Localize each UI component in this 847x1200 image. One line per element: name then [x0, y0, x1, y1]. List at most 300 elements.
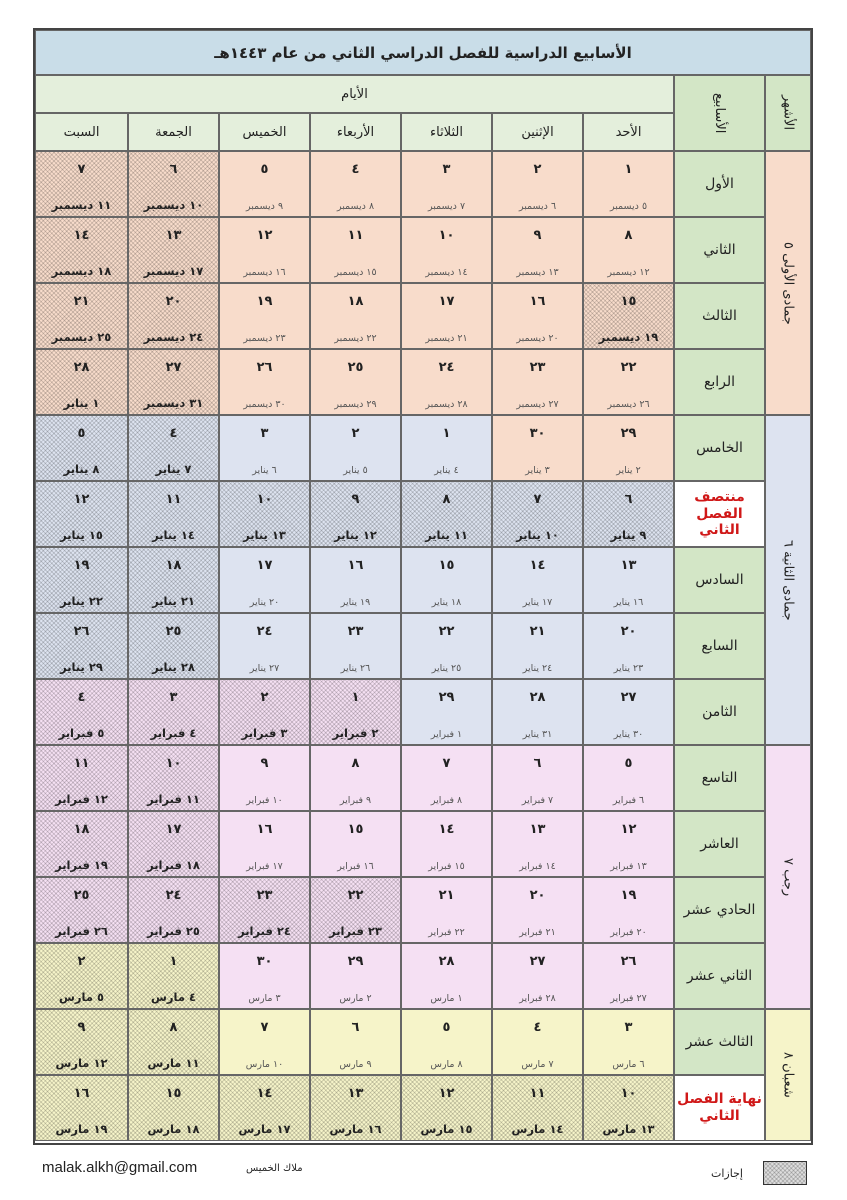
gregorian-date: ١١ مارس [147, 1056, 200, 1070]
gregorian-date: ١٥ فبراير [428, 861, 465, 872]
day-cell [401, 283, 492, 349]
hijri-day-number: ٤ [533, 1020, 542, 1035]
gregorian-date: ٦ مارس [612, 1059, 645, 1070]
day-cell [401, 679, 492, 745]
gregorian-date: ١١ فبراير [147, 792, 200, 806]
hijri-day-number: ٢٣ [347, 624, 364, 639]
hijri-day-number: ١٧ [165, 822, 182, 837]
gregorian-date: ٢٣ ديسمبر [243, 333, 286, 344]
gregorian-date: ٨ ديسمبر [336, 201, 375, 212]
day-cell [583, 283, 674, 349]
gregorian-date: ٦ ديسمبر [518, 201, 557, 212]
hijri-day-number: ١٧ [438, 294, 455, 309]
hijri-day-number: ٧ [442, 756, 451, 771]
hijri-day-number: ١٦ [73, 1086, 90, 1101]
day-cell [128, 283, 219, 349]
gregorian-date: ٦ يناير [252, 465, 277, 476]
day-cell [35, 811, 128, 877]
day-cell [219, 1009, 310, 1075]
day-cell [583, 613, 674, 679]
day-cell [310, 547, 401, 613]
gregorian-date: ١٢ فبراير [55, 792, 108, 806]
gregorian-date: ٢٣ فبراير [329, 924, 382, 938]
month-label: جمادى الثانية ٦ [765, 415, 811, 745]
hijri-day-number: ٢٧ [165, 360, 182, 375]
hijri-day-number: ٢٨ [438, 954, 455, 969]
hijri-day-number: ١٦ [347, 558, 364, 573]
gregorian-date: ١٨ فبراير [147, 858, 200, 872]
day-cell [492, 877, 583, 943]
day-cell [128, 877, 219, 943]
gregorian-date: ٢٢ فبراير [428, 927, 465, 938]
gregorian-date: ٢٢ يناير [60, 594, 103, 608]
gregorian-date: ٥ ديسمبر [609, 201, 648, 212]
gregorian-date: ٥ مارس [59, 990, 104, 1004]
gregorian-date: ١٠ مارس [245, 1059, 284, 1070]
day-cell [219, 811, 310, 877]
gregorian-date: ١٢ مارس [55, 1056, 108, 1070]
gregorian-date: ١٧ يناير [522, 597, 553, 608]
gregorian-date: ١٩ ديسمبر [598, 330, 659, 344]
day-cell [310, 613, 401, 679]
day-cell [583, 151, 674, 217]
hijri-day-number: ١٥ [165, 1086, 182, 1101]
day-cell [35, 415, 128, 481]
hijri-day-number: ١٣ [529, 822, 546, 837]
gregorian-date: ١٧ ديسمبر [143, 264, 204, 278]
hijri-day-number: ٢١ [438, 888, 455, 903]
gregorian-date: ٣ فبراير [241, 726, 288, 740]
hijri-day-number: ١٢ [256, 228, 273, 243]
gregorian-date: ١٠ فبراير [246, 795, 283, 806]
day-cell [128, 151, 219, 217]
month-label: جمادى الأولى ٥ [765, 151, 811, 415]
week-label-highlight: نهاية الفصل الثاني [674, 1075, 765, 1141]
hijri-day-number: ١٣ [620, 558, 637, 573]
day-cell [310, 415, 401, 481]
gregorian-date: ٢٦ ديسمبر [607, 399, 650, 410]
hijri-day-number: ٢٧ [620, 690, 637, 705]
gregorian-date: ٥ فبراير [58, 726, 105, 740]
hijri-day-number: ١٤ [73, 228, 90, 243]
day-cell [583, 1009, 674, 1075]
day-cell [583, 745, 674, 811]
gregorian-date: ٢٥ فبراير [147, 924, 200, 938]
holiday-legend-swatch [763, 1161, 807, 1185]
calendar-table [33, 28, 813, 1145]
day-cell [583, 217, 674, 283]
gregorian-date: ١٠ ديسمبر [143, 198, 204, 212]
week-label: الثامن [674, 679, 765, 745]
hijri-day-number: ١١ [529, 1086, 546, 1101]
day-cell [128, 1009, 219, 1075]
hijri-day-number: ١٧ [256, 558, 273, 573]
hijri-day-number: ١٥ [347, 822, 364, 837]
hijri-day-number: ٢٢ [620, 360, 637, 375]
week-label: الرابع [674, 349, 765, 415]
day-cell [492, 283, 583, 349]
day-cell [35, 613, 128, 679]
gregorian-date: ٣ مارس [248, 993, 281, 1004]
hijri-day-number: ٣ [260, 426, 269, 441]
hijri-day-number: ٢٤ [165, 888, 182, 903]
day-cell [128, 811, 219, 877]
hijri-day-number: ١١ [347, 228, 364, 243]
hijri-day-number: ٣٠ [529, 426, 546, 441]
gregorian-date: ٢٣ يناير [613, 663, 644, 674]
gregorian-date: ٣٠ ديسمبر [243, 399, 286, 410]
hijri-day-number: ١٩ [620, 888, 637, 903]
hijri-day-number: ١٢ [620, 822, 637, 837]
hijri-day-number: ٩ [533, 228, 542, 243]
hijri-day-number: ٣ [624, 1020, 633, 1035]
day-cell [128, 679, 219, 745]
hijri-day-number: ٨ [442, 492, 451, 507]
day-header: الإثنين [492, 113, 583, 151]
day-cell [492, 547, 583, 613]
hijri-day-number: ٢٤ [438, 360, 455, 375]
week-label: التاسع [674, 745, 765, 811]
day-cell [128, 613, 219, 679]
hijri-day-number: ٢٧ [529, 954, 546, 969]
gregorian-date: ٢٧ ديسمبر [516, 399, 559, 410]
gregorian-date: ٨ فبراير [430, 795, 463, 806]
gregorian-date: ٧ فبراير [521, 795, 554, 806]
hijri-day-number: ١ [624, 162, 633, 177]
gregorian-date: ٣٠ يناير [613, 729, 644, 740]
gregorian-date: ٢١ يناير [152, 594, 195, 608]
hijri-day-number: ٥ [77, 426, 86, 441]
day-cell [35, 481, 128, 547]
day-cell [219, 613, 310, 679]
day-cell [219, 283, 310, 349]
day-header: الجمعة [128, 113, 219, 151]
day-cell [492, 745, 583, 811]
hijri-day-number: ١٨ [165, 558, 182, 573]
hijri-day-number: ١١ [165, 492, 182, 507]
day-cell [401, 415, 492, 481]
hijri-day-number: ٢٤ [256, 624, 273, 639]
hijri-day-number: ١٥ [438, 558, 455, 573]
day-cell [310, 349, 401, 415]
day-header: السبت [35, 113, 128, 151]
gregorian-date: ٢٤ ديسمبر [143, 330, 204, 344]
day-cell [35, 217, 128, 283]
hijri-day-number: ٢٣ [529, 360, 546, 375]
day-cell [310, 877, 401, 943]
week-label-highlight: منتصف الفصل الثاني [674, 481, 765, 547]
day-cell [492, 679, 583, 745]
gregorian-date: ١٣ فبراير [610, 861, 647, 872]
hijri-day-number: ١٨ [347, 294, 364, 309]
hijri-day-number: ١٨ [73, 822, 90, 837]
day-cell [128, 547, 219, 613]
gregorian-date: ٩ فبراير [339, 795, 372, 806]
day-cell [219, 679, 310, 745]
week-label: الحادي عشر [674, 877, 765, 943]
gregorian-date: ٦ فبراير [612, 795, 645, 806]
hijri-day-number: ٩ [351, 492, 360, 507]
day-cell [310, 481, 401, 547]
gregorian-date: ٢٥ ديسمبر [51, 330, 112, 344]
gregorian-date: ٧ مارس [521, 1059, 554, 1070]
day-cell [401, 745, 492, 811]
gregorian-date: ٢٥ يناير [431, 663, 462, 674]
hijri-day-number: ٨ [624, 228, 633, 243]
day-cell [219, 217, 310, 283]
day-cell [310, 679, 401, 745]
gregorian-date: ٢١ ديسمبر [425, 333, 468, 344]
day-cell [583, 481, 674, 547]
hijri-day-number: ٢ [351, 426, 360, 441]
hijri-day-number: ٢٩ [438, 690, 455, 705]
days-group-header: الأيام [35, 75, 674, 113]
day-cell [583, 811, 674, 877]
day-cell [128, 745, 219, 811]
hijri-day-number: ٢٨ [529, 690, 546, 705]
day-cell [401, 349, 492, 415]
day-cell [310, 1075, 401, 1141]
week-label: الثالث [674, 283, 765, 349]
hijri-day-number: ٥ [624, 756, 633, 771]
page-title: الأسابيع الدراسية للفصل الدراسي الثاني من عام ١٤٤٣هـ [35, 30, 811, 75]
gregorian-date: ١٣ يناير [243, 528, 286, 542]
day-cell [219, 547, 310, 613]
day-cell [492, 151, 583, 217]
hijri-day-number: ١٠ [620, 1086, 637, 1101]
hijri-day-number: ٢٠ [620, 624, 637, 639]
day-cell [35, 547, 128, 613]
hijri-day-number: ٢٥ [347, 360, 364, 375]
gregorian-date: ٢٤ يناير [522, 663, 553, 674]
gregorian-date: ٤ يناير [434, 465, 459, 476]
hijri-day-number: ٢٨ [73, 360, 90, 375]
hijri-day-number: ١ [169, 954, 178, 969]
gregorian-date: ١٣ مارس [602, 1122, 655, 1136]
day-cell [310, 1009, 401, 1075]
day-cell [219, 151, 310, 217]
hijri-day-number: ٢ [77, 954, 86, 969]
gregorian-date: ١٣ ديسمبر [516, 267, 559, 278]
day-cell [310, 811, 401, 877]
hijri-day-number: ٦ [351, 1020, 360, 1035]
day-cell [35, 679, 128, 745]
month-label: رجب ٧ [765, 745, 811, 1009]
gregorian-date: ٢٠ يناير [249, 597, 280, 608]
day-cell [583, 349, 674, 415]
months-column-header: الأشهر [765, 75, 811, 151]
gregorian-date: ٢٩ يناير [60, 660, 103, 674]
gregorian-date: ١٨ ديسمبر [51, 264, 112, 278]
day-cell [128, 415, 219, 481]
hijri-day-number: ١٩ [256, 294, 273, 309]
day-cell [401, 481, 492, 547]
gregorian-date: ٢٧ فبراير [610, 993, 647, 1004]
gregorian-date: ١٥ يناير [60, 528, 103, 542]
gregorian-date: ٢٧ يناير [249, 663, 280, 674]
gregorian-date: ١١ يناير [425, 528, 468, 542]
day-cell [401, 1075, 492, 1141]
gregorian-date: ٢٩ ديسمبر [334, 399, 377, 410]
day-cell [219, 1075, 310, 1141]
gregorian-date: ١٤ فبراير [519, 861, 556, 872]
hijri-day-number: ٥ [442, 1020, 451, 1035]
day-cell [219, 943, 310, 1009]
day-cell [492, 1075, 583, 1141]
gregorian-date: ٩ يناير [610, 528, 647, 542]
day-cell [128, 943, 219, 1009]
day-cell [492, 217, 583, 283]
gregorian-date: ٢٦ فبراير [55, 924, 108, 938]
gregorian-date: ١٨ مارس [147, 1122, 200, 1136]
gregorian-date: ١٤ ديسمبر [425, 267, 468, 278]
day-cell [492, 481, 583, 547]
hijri-day-number: ٤ [351, 162, 360, 177]
week-label: الثاني [674, 217, 765, 283]
hijri-day-number: ١٠ [438, 228, 455, 243]
gregorian-date: ١١ ديسمبر [51, 198, 112, 212]
gregorian-date: ٥ يناير [343, 465, 368, 476]
day-cell [310, 217, 401, 283]
gregorian-date: ١٨ يناير [431, 597, 462, 608]
gregorian-date: ٤ مارس [151, 990, 196, 1004]
gregorian-date: ٣١ ديسمبر [143, 396, 204, 410]
hijri-day-number: ٨ [351, 756, 360, 771]
hijri-day-number: ٢٦ [256, 360, 273, 375]
day-cell [128, 349, 219, 415]
author-name: ملاك الخميس [246, 1163, 303, 1174]
gregorian-date: ٧ يناير [155, 462, 192, 476]
hijri-day-number: ٢٠ [165, 294, 182, 309]
day-header: الثلاثاء [401, 113, 492, 151]
hijri-day-number: ٤ [169, 426, 178, 441]
day-cell [583, 1075, 674, 1141]
author-email: malak.alkh@gmail.com [42, 1159, 198, 1176]
day-cell [35, 745, 128, 811]
gregorian-date: ١٤ مارس [511, 1122, 564, 1136]
day-cell [35, 151, 128, 217]
week-label: الثالث عشر [674, 1009, 765, 1075]
day-cell [310, 943, 401, 1009]
hijri-day-number: ١٦ [256, 822, 273, 837]
hijri-day-number: ٢١ [73, 294, 90, 309]
hijri-day-number: ١٦ [529, 294, 546, 309]
hijri-day-number: ٢٥ [165, 624, 182, 639]
hijri-day-number: ٢٢ [347, 888, 364, 903]
day-cell [583, 877, 674, 943]
gregorian-date: ٢ مارس [339, 993, 372, 1004]
gregorian-date: ٩ مارس [339, 1059, 372, 1070]
day-cell [492, 613, 583, 679]
gregorian-date: ٣١ يناير [522, 729, 553, 740]
day-cell [219, 877, 310, 943]
gregorian-date: ٤ فبراير [150, 726, 197, 740]
gregorian-date: ١٤ يناير [152, 528, 195, 542]
hijri-day-number: ٧ [260, 1020, 269, 1035]
hijri-day-number: ٣ [169, 690, 178, 705]
gregorian-date: ١٥ مارس [420, 1122, 473, 1136]
day-cell [492, 1009, 583, 1075]
hijri-day-number: ٤ [77, 690, 86, 705]
hijri-day-number: ٩ [77, 1020, 86, 1035]
holiday-legend-label: إجازات [711, 1167, 743, 1180]
day-cell [219, 349, 310, 415]
hijri-day-number: ٨ [169, 1020, 178, 1035]
gregorian-date: ١٧ مارس [238, 1122, 291, 1136]
hijri-day-number: ١ [351, 690, 360, 705]
hijri-day-number: ٦ [533, 756, 542, 771]
gregorian-date: ١٩ فبراير [55, 858, 108, 872]
day-cell [492, 811, 583, 877]
hijri-day-number: ١٣ [347, 1086, 364, 1101]
day-cell [35, 283, 128, 349]
hijri-day-number: ١٢ [438, 1086, 455, 1101]
day-cell [401, 217, 492, 283]
day-cell [492, 349, 583, 415]
gregorian-date: ٨ مارس [430, 1059, 463, 1070]
week-label: الأول [674, 151, 765, 217]
hijri-day-number: ٢٥ [73, 888, 90, 903]
hijri-day-number: ٣ [442, 162, 451, 177]
gregorian-date: ٢٠ ديسمبر [516, 333, 559, 344]
gregorian-date: ٢٨ يناير [152, 660, 195, 674]
hijri-day-number: ٦ [624, 492, 633, 507]
day-cell [583, 415, 674, 481]
day-cell [219, 415, 310, 481]
hijri-day-number: ١٩ [73, 558, 90, 573]
hijri-day-number: ١١ [73, 756, 90, 771]
hijri-day-number: ٢٩ [620, 426, 637, 441]
day-cell [401, 877, 492, 943]
day-cell [401, 613, 492, 679]
hijri-day-number: ٧ [77, 162, 86, 177]
month-label: شعبان ٨ [765, 1009, 811, 1141]
day-cell [310, 745, 401, 811]
hijri-day-number: ١ [442, 426, 451, 441]
gregorian-date: ٢٤ فبراير [238, 924, 291, 938]
weeks-column-header: الأسابيع [674, 75, 765, 151]
gregorian-date: ١٩ يناير [340, 597, 371, 608]
gregorian-date: ١ فبراير [430, 729, 463, 740]
gregorian-date: ٧ ديسمبر [427, 201, 466, 212]
gregorian-date: ٢٢ ديسمبر [334, 333, 377, 344]
hijri-day-number: ٢ [533, 162, 542, 177]
day-cell [583, 679, 674, 745]
hijri-day-number: ٢٢ [438, 624, 455, 639]
gregorian-date: ١٥ ديسمبر [334, 267, 377, 278]
gregorian-date: ٢ يناير [616, 465, 641, 476]
day-cell [128, 1075, 219, 1141]
hijri-day-number: ١٢ [73, 492, 90, 507]
hijri-day-number: ١٣ [165, 228, 182, 243]
hijri-day-number: ٢٦ [73, 624, 90, 639]
gregorian-date: ٢ فبراير [332, 726, 379, 740]
hijri-day-number: ٢١ [529, 624, 546, 639]
day-cell [35, 877, 128, 943]
gregorian-date: ٣ يناير [525, 465, 550, 476]
gregorian-date: ١ يناير [63, 396, 100, 410]
gregorian-date: ١٠ يناير [516, 528, 559, 542]
day-cell [310, 283, 401, 349]
day-cell [583, 943, 674, 1009]
day-cell [35, 1075, 128, 1141]
gregorian-date: ١٦ فبراير [337, 861, 374, 872]
gregorian-date: ٨ يناير [63, 462, 100, 476]
day-cell [492, 943, 583, 1009]
hijri-day-number: ٢٠ [529, 888, 546, 903]
hijri-day-number: ٦ [169, 162, 178, 177]
hijri-day-number: ٧ [533, 492, 542, 507]
